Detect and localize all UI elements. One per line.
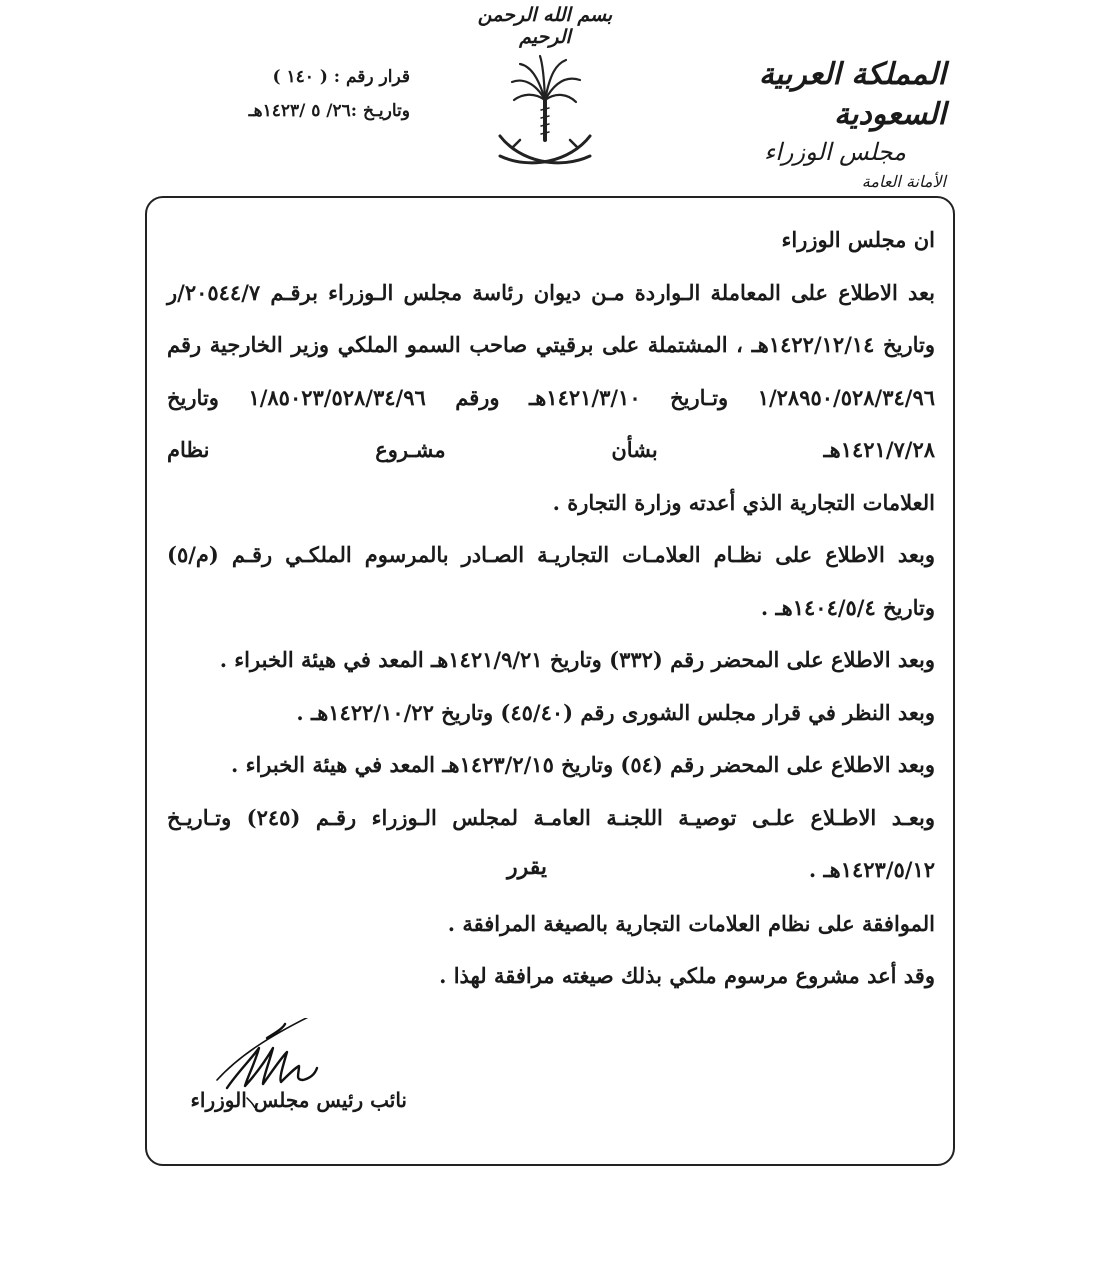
signatory-title: نائب رئيس مجلس الوزراء (190, 1088, 407, 1112)
letterhead (666, 55, 946, 195)
decision-date: وتاريـخ :٢٦/ ٥ /١٤٢٣هـ (248, 101, 410, 121)
paragraph-1: بعد الاطلاع على المعاملة الـواردة مـن ديوان رئاسة مجلس الـوزراء برقـم ٢٠٥٤٤/٧/ر وتاريخ ١٤٢٢/١٢/١٤هـ ، المشتملة على برقيتي صاحب السمو الملكي وزير الخارجية رقم ١/٢٨٩٥٠/٥٢٨/٣٤/٩٦ وتـاريخ ١٤٢١/٣/١٠هـ ورقم ١/٨٥٠٢٣/٥٢٨/٣٤/٩٦ وتاريخ ١٤٢١/٧/٢٨هـ بشأن مشـروع نظام (167, 279, 935, 462)
decision-body-box (145, 196, 955, 1166)
approval-line: الموافقة على نظام العلامات التجارية بالصيغة المرافقة . (447, 911, 935, 936)
paragraph-6: وبعـد الاطـلاع علـى توصيـة اللجنـة العامـة لمجلس الـوزراء رقـم (٢٤٥) وتـاريـخ (167, 804, 935, 830)
resolves-word: يقرر (506, 854, 547, 880)
decision-number: قرار رقم : ( ١٤٠ ) (272, 67, 410, 87)
decision-body (167, 214, 935, 897)
decision-meta (150, 60, 410, 128)
kingdom-name: المملكة العربية السعودية (758, 57, 946, 132)
opening-line: ان مجلس الوزراء (781, 227, 935, 252)
council-name: مجلس الوزراء (763, 138, 906, 166)
paragraph-1-end: العلامات التجارية الذي أعدته وزارة التجارة . (552, 489, 935, 515)
paragraph-2: وبعد الاطلاع على نظـام العلامـات التجاريـة الصـادر بالمرسوم الملكـي رقـم (م/٥) (167, 542, 935, 567)
paragraph-5: وبعد الاطلاع على المحضر رقم (٥٤) وتاريخ ١٤٢٣/٢/١٥هـ المعد في هيئة الخبراء . (230, 752, 935, 777)
resolution-text (167, 898, 935, 1002)
basmala: بسم الله الرحمن الرحيم (477, 4, 613, 48)
secretariat-name: الأمانة العامة (861, 172, 946, 191)
paragraph-6-end: ١٤٢٣/٥/١٢هـ . (808, 857, 935, 882)
draft-decree-line: وقد أعد مشروع مرسوم ملكي بذلك صيغته مرافقة لهذا . (439, 963, 935, 988)
paragraph-2-end: وتاريخ ١٤٠٤/٥/٤هـ . (760, 594, 935, 620)
resolves-heading (147, 854, 947, 880)
paragraph-3: وبعد الاطلاع على المحضر رقم (٣٣٢) وتاريخ ١٤٢١/٩/٢١هـ المعد في هيئة الخبراء . (219, 647, 935, 672)
saudi-emblem-icon (490, 52, 600, 182)
paragraph-4: وبعد النظر في قرار مجلس الشورى رقم (٤٥/٤٠) وتاريخ ١٤٢٢/١٠/٢٢هـ . (296, 699, 935, 725)
